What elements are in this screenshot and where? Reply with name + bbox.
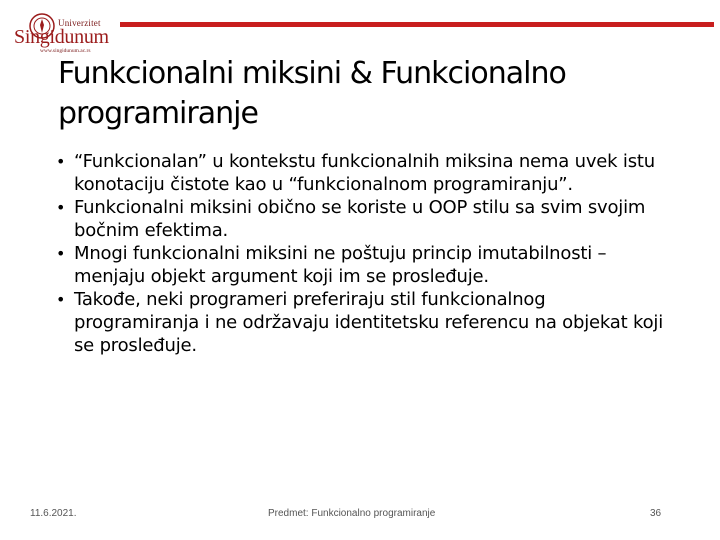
- bullet-icon: •: [56, 244, 66, 263]
- logo-url: www.singidunum.ac.rs: [40, 48, 91, 54]
- bullet-list: [56, 150, 676, 357]
- footer-date: 11.6.2021.: [30, 508, 77, 519]
- bullet-item: [56, 242, 676, 288]
- logo-top-text: Univerzitet: [58, 18, 101, 28]
- bullet-item: [56, 196, 676, 242]
- logo-name: Singidunum: [14, 26, 109, 48]
- bullet-text: Mnogi funkcionalni miksini ne poštuju princip imutabilnosti – menjaju objekt argument koji im se prosleđuje.: [74, 243, 607, 287]
- bullet-text: Takođe, neki programeri preferiraju stil funkcionalnog programiranja i ne održavaju identitetsku referencu na objekat koji se prosleđuje.: [74, 289, 664, 356]
- bullet-text: “Funkcionalan” u kontekstu funkcionalnih miksina nema uvek istu konotaciju čistote kao u “funkcionalnom programiranju”.: [74, 151, 655, 195]
- footer-subject: Predmet: Funkcionalno programiranje: [268, 508, 436, 519]
- header-rule: [120, 22, 714, 27]
- slide-title: Funkcionalni miksini & Funkcionalno programiranje: [58, 56, 566, 131]
- bullet-text: Funkcionalni miksini obično se koriste u OOP stilu sa svim svojim bočnim efektima.: [74, 197, 646, 241]
- bullet-item: [56, 150, 676, 196]
- bullet-icon: •: [56, 152, 66, 171]
- bullet-icon: •: [56, 290, 66, 309]
- university-logo: [10, 8, 120, 56]
- bullet-item: [56, 288, 676, 357]
- page-number: 36: [650, 508, 662, 519]
- bullet-icon: •: [56, 198, 66, 217]
